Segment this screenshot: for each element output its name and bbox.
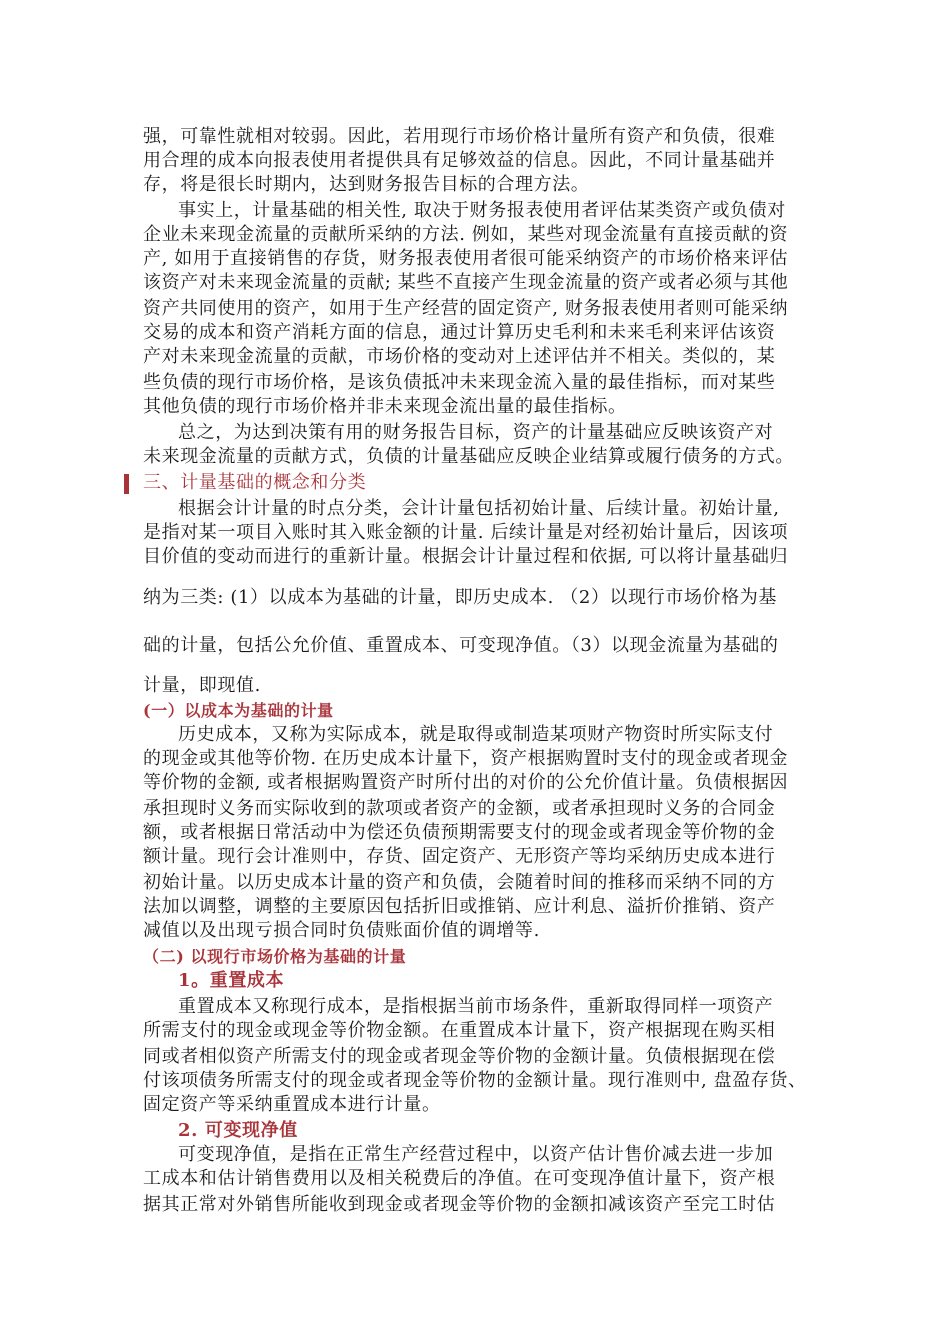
paragraph-line: 强，可靠性就相对较弱。因此，若用现行市场价格计量所有资产和负债，很难 [143, 126, 776, 147]
paragraph-line: 未来现金流量的贡献方式，负债的计量基础应反映企业结算或履行债务的方式。 [143, 446, 794, 467]
paragraph-line: 产, 如用于直接销售的存货，财务报表使用者很可能采纳资产的市场价格来评估 [143, 248, 789, 269]
paragraph-line: 工成本和估计销售费用以及相关税费后的净值。在可变现净值计量下，资产根 [143, 1168, 776, 1189]
paragraph-line: 历史成本，又称为实际成本，就是取得或制造某项财产物资时所实际支付 [178, 724, 774, 745]
paragraph-line: 总之，为达到决策有用的财务报告目标，资产的计量基础应反映该资产对 [178, 422, 774, 443]
paragraph-line: 同或者相似资产所需支付的现金或者现金等价物的金额计量。负债根据现在偿 [143, 1046, 776, 1067]
item-heading: 1。重置成本 [178, 970, 285, 991]
heading-marker-bar [124, 474, 129, 494]
paragraph-line: 的现金或其他等价物. 在历史成本计量下，资产根据购置时支付的现金或者现金 [143, 748, 789, 769]
paragraph-line: 固定资产等采纳重置成本进行计量。 [143, 1094, 441, 1115]
paragraph-line: 础的计量，包括公允价值、重置成本、可变现净值。（3）以现金流量为基础的 [143, 635, 779, 656]
paragraph-line: 产对未来现金流量的贡献，市场价格的变动对上述评估并不相关。类似的，某 [143, 346, 776, 367]
paragraph-line: 额计量。现行会计准则中，存货、固定资产、无形资产等均采纳历史成本进行 [143, 846, 776, 867]
paragraph-line: 可变现净值，是指在正常生产经营过程中，以资产估计售价减去进一步加 [178, 1144, 774, 1165]
paragraph-line: 计量，即现值. [143, 675, 261, 696]
paragraph-line: 额，或者根据日常活动中为偿还负债预期需要支付的现金或者现金等价物的金 [143, 822, 776, 843]
paragraph-line: 付该项债务所需支付的现金或者现金等价物的金额计量。现行准则中, 盘盈存货、 [143, 1070, 807, 1091]
item-heading: 2. 可变现净值 [178, 1120, 298, 1141]
paragraph-line: 事实上，计量基础的相关性, 取决于财务报表使用者评估某类资产或负债对 [178, 200, 786, 221]
paragraph-line: 资产共同使用的资产，如用于生产经营的固定资产, 财务报表使用者则可能采纳 [143, 298, 789, 319]
paragraph-line: 等价物的金额, 或者根据购置资产时所付出的对价的公允价值计量。负债根据因 [143, 772, 789, 793]
paragraph-line: 纳为三类: (1）以成本为基础的计量，即历史成本. （2）以现行市场价格为基 [143, 587, 777, 608]
paragraph-line: 该资产对未来现金流量的贡献; 某些不直接产生现金流量的资产或者必须与其他 [143, 272, 789, 293]
paragraph-line: 所需支付的现金或现金等价物金额。在重置成本计量下，资产根据现在购买相 [143, 1020, 776, 1041]
section-heading: 三、计量基础的概念和分类 [143, 472, 367, 493]
paragraph-line: 减值以及出现亏损合同时负债账面价值的调增等. [143, 920, 540, 941]
paragraph-line: 是指对某一项目入账时其入账金额的计量. 后续计量是对经初始计量后，因该项 [143, 522, 789, 543]
paragraph-line: 些负债的现行市场价格，是该负债抵冲未来现金流入量的最佳指标，而对某些 [143, 372, 776, 393]
paragraph-line: 据其正常对外销售所能收到现金或者现金等价物的金额扣减该资产至完工时估 [143, 1194, 776, 1215]
paragraph-line: 承担现时义务而实际收到的款项或者资产的金额，或者承担现时义务的合同金 [143, 798, 776, 819]
paragraph-line: 企业未来现金流量的贡献所采纳的方法. 例如，某些对现金流量有直接贡献的资 [143, 224, 789, 245]
paragraph-line: 目价值的变动而进行的重新计量。根据会计计量过程和依据, 可以将计量基础归 [143, 546, 789, 567]
paragraph-line: 法加以调整，调整的主要原因包括折旧或推销、应计利息、溢折价推销、资产 [143, 896, 776, 917]
subsection-heading: （二) 以现行市场价格为基础的计量 [143, 947, 407, 966]
paragraph-line: 存，将是很长时期内，达到财务报告目标的合理方法。 [143, 174, 590, 195]
paragraph-line: 重置成本又称现行成本，是指根据当前市场条件，重新取得同样一项资产 [178, 996, 774, 1017]
paragraph-line: 用合理的成本向报表使用者提供具有足够效益的信息。因此，不同计量基础并 [143, 150, 776, 171]
paragraph-line: 根据会计计量的时点分类，会计计量包括初始计量、后续计量。初始计量, [178, 498, 780, 519]
subsection-heading: (一）以成本为基础的计量 [143, 701, 334, 720]
paragraph-line: 交易的成本和资产消耗方面的信息，通过计算历史毛利和未来毛利来评估该资 [143, 322, 776, 343]
paragraph-line: 初始计量。以历史成本计量的资产和负债，会随着时间的推移而采纳不同的方 [143, 872, 776, 893]
paragraph-line: 其他负债的现行市场价格并非未来现金流出量的最佳指标。 [143, 396, 627, 417]
